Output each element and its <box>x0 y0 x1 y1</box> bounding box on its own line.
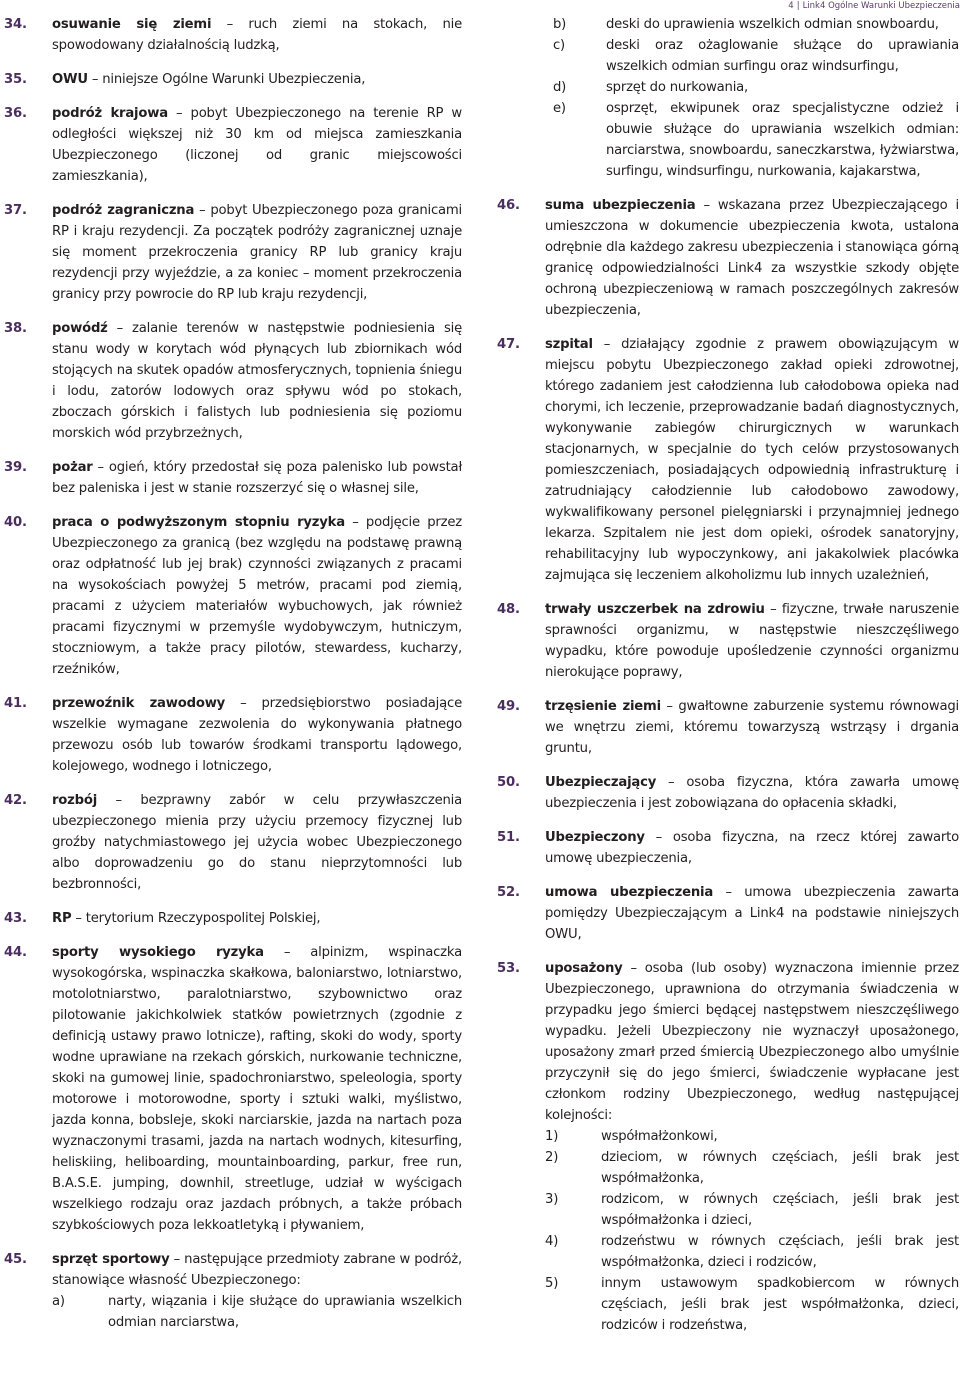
sub-item-text: narty, wiązania i kije służące do uprawiania wszelkich odmian narciarstwa, <box>108 1294 462 1330</box>
definition-number: 42. <box>4 793 27 808</box>
definition-term: suma ubezpieczenia <box>545 198 696 213</box>
definition-body <box>545 195 959 321</box>
sub-item <box>497 77 959 98</box>
definition-body <box>545 958 959 1126</box>
definition-text: – przedsiębiorstwo posiadające wszelkie wymagane zezwolenia do wykonywania płatnego przewozu osób lub towarów środkami transportu lądowego, kolejowego, wodnego i lotniczego, <box>52 696 462 774</box>
definition-text: – podjęcie przez Ubezpieczonego za granicą (bez względu na podstawę prawną oraz odpłatność lub jej brak) czynności związanych z pracami na wysokościach powyżej 5 metrów, pracami pod ziemią, pracami z użyciem materiałów wybuchowych, jak również pracami fizycznymi w przemyśle wydobywczym, hutniczym, stoczniowym, a także pracy pilotów, stewardess, kucharzy, rzeźników, <box>52 515 462 677</box>
definition-number: 47. <box>497 337 520 352</box>
definition-term: powódź <box>52 321 108 336</box>
left-column <box>4 14 462 1346</box>
definition-text: – następujące przedmioty zabrane w podróż, stanowiące własność Ubezpieczonego: <box>52 1252 462 1288</box>
sub-item-label: 5) <box>545 1276 559 1291</box>
definition-number: 37. <box>4 203 27 218</box>
definition-item <box>4 512 462 680</box>
definition-body <box>545 772 959 814</box>
sub-item <box>497 14 959 35</box>
definition-text: – umowa ubezpieczenia zawarta pomiędzy Ubezpieczającym a Link4 na podstawie niniejszych OWU, <box>545 885 959 942</box>
sub-item <box>545 1231 959 1273</box>
definition-number: 45. <box>4 1252 27 1267</box>
sub-item-text: dzieciom, w równych częściach, jeśli brak jest współmałżonka, <box>601 1150 959 1186</box>
sub-item-text: deski do uprawienia wszelkich odmian snowboardu, <box>606 17 939 32</box>
sub-item <box>545 1126 959 1147</box>
definition-text: – pobyt Ubezpieczonego poza granicami RP i kraju rezydencji. Za początek podróży zagranicznej uznaje się moment przekroczenia granicy RP lub granicy kraju rezydencji przy wyjeździe, a za koniec – moment przekroczenia granicy przy powrocie do RP lub kraju rezydencji, <box>52 203 462 302</box>
definition-body <box>545 599 959 683</box>
sub-item-text: deski oraz ożaglowanie służące do uprawiania wszelkich odmian surfingu oraz windsurfingu, <box>606 38 959 74</box>
definition-item <box>4 103 462 187</box>
definition-term: szpital <box>545 337 593 352</box>
definition-body <box>52 103 462 187</box>
sub-item-text: rodzeństwu w równych częściach, jeśli brak jest współmałżonka, dzieci i rodziców, <box>601 1234 959 1270</box>
sub-item <box>545 1147 959 1189</box>
definition-item <box>4 908 462 929</box>
sub-item-text: osprzęt, ekwipunek oraz specjalistyczne odzież i obuwie służące do uprawiania wszelkich odmian: narciarstwa, snowboardu, saneczkarstwa, łyżwiarstwa, surfingu, windsurfingu, nurkowania, kajakarstwa, <box>606 101 959 179</box>
definition-item <box>497 772 959 814</box>
sub-item-text: sprzęt do nurkowania, <box>606 80 749 95</box>
page-number: 4 <box>788 1 794 11</box>
definition-term: przewoźnik zawodowy <box>52 696 226 711</box>
definition-body <box>52 14 462 56</box>
definition-term: OWU <box>52 72 88 87</box>
definition-item <box>4 942 462 1236</box>
definition-number: 35. <box>4 72 27 87</box>
definition-term: RP <box>52 911 72 926</box>
definition-body <box>545 882 959 945</box>
sub-item <box>497 35 959 77</box>
definition-number: 46. <box>497 198 520 213</box>
definition-number: 39. <box>4 460 27 475</box>
definition-body <box>52 942 462 1236</box>
definition-item <box>4 200 462 305</box>
definition-number: 53. <box>497 961 520 976</box>
definition-body <box>52 512 462 680</box>
definition-item <box>497 195 959 321</box>
definition-text: – osoba (lub osoby) wyznaczona imiennie przez Ubezpieczonego, uprawniona do otrzymania świadczenia w przypadku jego śmierci będącej następstwem nieszczęśliwego wypadku. Jeżeli Ubezpieczony nie wyznaczył uposażonego, uposażony zmarł przed śmiercią Ubezpieczonego albo umyślnie przyczynił się do jego śmierci, świadczenie wypłacane jest członkom rodziny Ubezpieczonego, według następującej kolejności: <box>545 961 959 1123</box>
definition-item <box>4 318 462 444</box>
definition-body <box>545 696 959 759</box>
definition-item <box>4 14 462 56</box>
definition-term: rozbój <box>52 793 98 808</box>
definition-item <box>497 334 959 586</box>
definition-text: – terytorium Rzeczypospolitej Polskiej, <box>71 911 321 926</box>
sub-item <box>52 1291 462 1333</box>
definition-body <box>52 200 462 305</box>
sub-item-text: współmałżonkowi, <box>601 1129 718 1144</box>
definition-term: trzęsienie ziemi <box>545 699 661 714</box>
definition-term: praca o podwyższonym stopniu ryzyka <box>52 515 345 530</box>
definition-item <box>497 696 959 759</box>
sub-item-label: 3) <box>545 1192 559 1207</box>
definition-text: – niniejsze Ogólne Warunki Ubezpieczenia, <box>87 72 366 87</box>
sub-item-text: innym ustawowym spadkobiercom w równych częściach, jeśli brak jest współmałżonka, dzieci, rodziców i rodzeństwa, <box>601 1276 959 1333</box>
definition-text: – alpinizm, wspinaczka wysokogórska, wspinaczka skałkowa, baloniarstwo, lotniarstwo, motolotniarstwo, paralotniarstwo, szybownictwo oraz pilotowanie jakichkolwiek statków powietrznych (zgodnie z definicją ustawy prawo lotnicze), rafting, skoki do wody, sporty wodne uprawiane na rzekach górskich, nurkowanie techniczne, skoki na gumowej linie, spadochroniarstwo, speleologia, sporty motorowe i motorowodne, sporty i sztuki walki, myślistwo, jazda konna, bobsleje, skoki narciarskie, jazda na nartach poza wyznaczonymi trasami, jazda na nartach wodnych, kitesurfing, heliskiing, heliboarding, mountainboarding, parkur, free run, B.A.S.E. jumping, downhil, streetluge, udział w wyścigach wszelkiego rodzaju oraz jazdach próbnych, a także próbach szybkościowych poza lekkoatletyką i pływaniem, <box>52 945 462 1233</box>
definition-text: – zalanie terenów w następstwie podniesienia się stanu wody w korytach wód płynących lub zbiornikach wód stojących na skutek opadów atmosferycznych, topnienia śniegu i lodu, zatorów lodowych oraz spływu wód po stokach, zboczach górskich i falistych lub podniesienia się poziomu morskich wód przybrzeżnych, <box>52 321 462 441</box>
definition-text: – osoba fizyczna, która zawarła umowę ubezpieczenia i jest zobowiązana do opłacenia składki, <box>545 775 959 811</box>
sub-item-label: c) <box>553 38 565 53</box>
definition-text: – ogień, który przedostał się poza palenisko lub powstał bez paleniska i jest w stanie rozszerzyć się o własnej sile, <box>52 460 462 496</box>
definition-number: 50. <box>497 775 520 790</box>
definition-text: – bezprawny zabór w celu przywłaszczenia ubezpieczonego mienia przy użyciu przemocy fizycznej lub groźby natychmiastowego jej użycia wobec Ubezpieczonego albo doprowadzeniu go do stanu nieprzytomności lub bezbronności, <box>52 793 462 892</box>
definition-term: sprzęt sportowy <box>52 1252 170 1267</box>
sub-item <box>545 1189 959 1231</box>
definition-item <box>497 958 959 1336</box>
definition-text: – ruch ziemi na stokach, nie spowodowany działalnością ludzką, <box>52 17 463 53</box>
definition-item <box>497 599 959 683</box>
definition-body <box>52 318 462 444</box>
definition-term: pożar <box>52 460 93 475</box>
sub-item-label: 1) <box>545 1129 559 1144</box>
definition-term: sporty wysokiego ryzyka <box>52 945 264 960</box>
definition-term: Ubezpieczony <box>545 830 645 845</box>
page-header <box>788 0 960 12</box>
definition-text: – osoba fizyczna, na rzecz której zawarto umowę ubezpieczenia, <box>545 830 959 866</box>
continued-sublist <box>497 14 959 182</box>
definition-body <box>52 1249 462 1291</box>
definition-item <box>4 457 462 499</box>
definition-number: 48. <box>497 602 520 617</box>
definition-number: 36. <box>4 106 27 121</box>
definition-text: – wskazana przez Ubezpieczającego i umieszczona w dokumencie ubezpieczenia kwota, ustalona odrębnie dla każdego zakresu ubezpieczenia i stanowiąca górną granicę odpowiedzialności Link4 za wszystkie szkody objęte ochroną ubezpieczeniową w ramach poszczególnych zakresów ubezpieczenia, <box>545 198 959 318</box>
sub-item-label: b) <box>553 17 567 32</box>
definition-body <box>545 334 959 586</box>
definition-number: 38. <box>4 321 27 336</box>
definition-item <box>4 790 462 895</box>
sub-item <box>545 1273 959 1336</box>
definition-text: – fizyczne, trwałe naruszenie sprawności organizmu, w następstwie nieszczęśliwego wypadku, które powoduje upośledzenie czynności organizmu nierokujące poprawy, <box>545 602 959 680</box>
definition-body <box>52 908 462 929</box>
definition-number: 44. <box>4 945 27 960</box>
definition-term: podróż krajowa <box>52 106 168 121</box>
sub-item-label: e) <box>553 101 566 116</box>
definition-term: umowa ubezpieczenia <box>545 885 714 900</box>
sub-item <box>497 98 959 182</box>
definition-number: 34. <box>4 17 27 32</box>
sub-item-text: rodzicom, w równych częściach, jeśli brak jest współmałżonka i dzieci, <box>601 1192 959 1228</box>
definition-number: 40. <box>4 515 27 530</box>
definition-term: trwały uszczerbek na zdrowiu <box>545 602 765 617</box>
definition-body <box>545 827 959 869</box>
definition-item <box>497 827 959 869</box>
definition-body <box>52 69 462 90</box>
definition-item <box>4 1249 462 1333</box>
sub-item-label: 2) <box>545 1150 559 1165</box>
definition-term: uposażony <box>545 961 623 976</box>
definition-body <box>52 693 462 777</box>
right-definitions <box>497 195 959 1336</box>
right-column <box>497 14 959 1349</box>
definition-term: Ubezpieczający <box>545 775 657 790</box>
definition-number: 52. <box>497 885 520 900</box>
definition-item <box>4 69 462 90</box>
definition-text: – pobyt Ubezpieczonego na terenie RP w odległości większej niż 30 km od miejsca zamieszkania Ubezpieczonego (liczonej od granic miejscowości zamieszkania), <box>52 106 462 184</box>
document-title: Link4 Ogólne Warunki Ubezpieczenia <box>802 1 960 11</box>
definition-body <box>52 457 462 499</box>
sub-item-label: a) <box>52 1294 65 1309</box>
definition-number: 41. <box>4 696 27 711</box>
definition-text: – gwałtowne zaburzenie systemu równowagi we wnętrzu ziemi, któremu towarzyszą wstrząsy i drgania gruntu, <box>545 699 959 756</box>
definition-number: 43. <box>4 911 27 926</box>
definition-term: osuwanie się ziemi <box>52 17 212 32</box>
sub-item-label: 4) <box>545 1234 559 1249</box>
definition-number: 51. <box>497 830 520 845</box>
definition-text: – działający zgodnie z prawem obowiązującym w miejscu pobytu Ubezpieczonego zakład opieki zdrowotnej, którego zadaniem jest całodzienna lub całodobowa opieka nad chorymi, ich leczenie, przeprowadzanie badań diagnostycznych, wykonywanie zabiegów chirurgicznych w warunkach stacjonarnych, w specjalnie do tych celów przystosowanych pomieszczeniach, posiadających odpowiednią infrastrukturę i zatrudniający całodziennie lub całodobowo zawodowy, wykwalifikowany personel pielęgniarski i przynajmniej jednego lekarza. Szpitalem nie jest dom opieki, ośrodek sanatoryjny, rehabilitacyjny lub wypoczynkowy, ani jakakolwiek placówka zajmująca się leczeniem alkoholizmu lub innych uzależnień, <box>545 337 959 583</box>
sub-item-label: d) <box>553 80 567 95</box>
definition-item <box>4 693 462 777</box>
definition-item <box>497 882 959 945</box>
definition-term: podróż zagraniczna <box>52 203 195 218</box>
header-separator: | <box>796 1 800 11</box>
definition-number: 49. <box>497 699 520 714</box>
definition-body <box>52 790 462 895</box>
